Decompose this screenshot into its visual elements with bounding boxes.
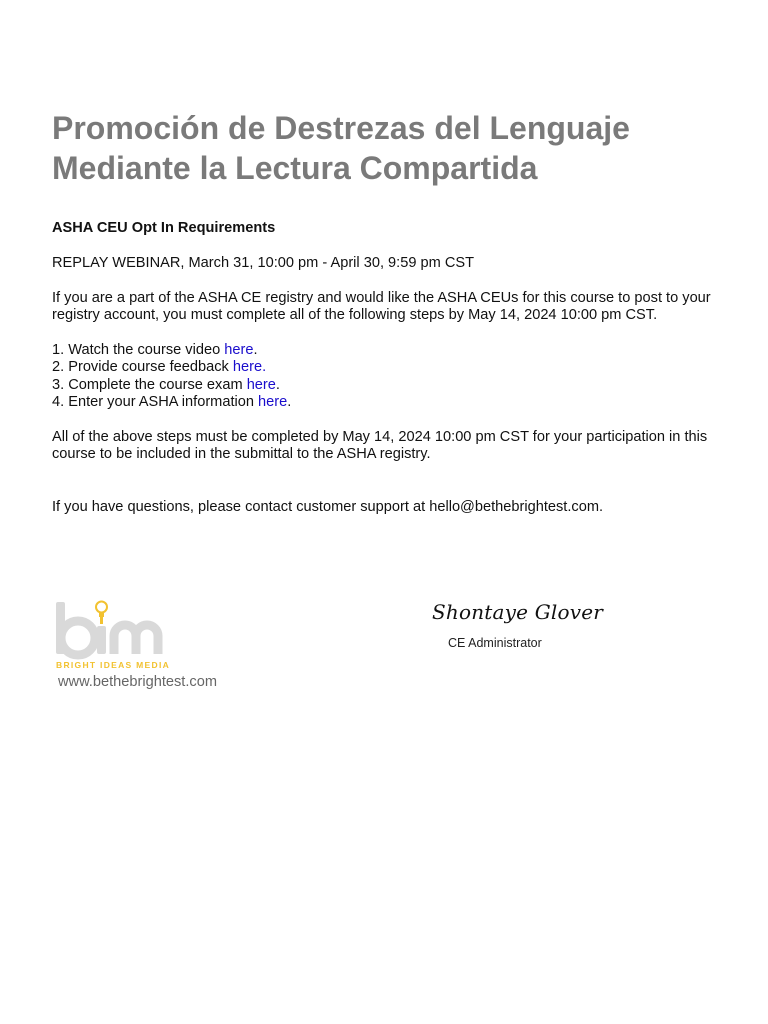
bim-lightbulb-icon	[54, 598, 184, 674]
title-line-1: Promoción de Destrezas del Lenguaje	[52, 110, 630, 146]
steps-list	[52, 342, 722, 412]
asha-info-link[interactable]: here	[258, 394, 288, 411]
webinar-line: REPLAY WEBINAR, March 31, 10:00 pm - April 30, 9:59 pm CST	[52, 254, 475, 271]
feedback-link[interactable]: here.	[232, 359, 267, 376]
list-item: 1. Watch the course video here.	[52, 341, 258, 358]
watch-video-link[interactable]: here	[224, 341, 254, 358]
bim-logo	[54, 598, 184, 674]
section-heading: ASHA CEU Opt In Requirements	[52, 220, 276, 236]
list-item: 2. Provide course feedback here.	[52, 359, 267, 376]
list-item: 4. Enter your ASHA information here.	[52, 394, 292, 411]
website-link[interactable]: www.bethebrightest.com	[58, 674, 217, 690]
exam-link[interactable]: here	[246, 376, 276, 393]
document-body	[52, 220, 722, 516]
signature: Shontaye Glover	[432, 600, 604, 624]
document-title	[52, 108, 732, 188]
completion-paragraph: All of the above steps must be completed by May 14, 2024 10:00 pm CST for your participation in this course to be included in the submittal to the ASHA registry.	[52, 428, 708, 463]
intro-paragraph: If you are a part of the ASHA CE registry and would like the ASHA CEUs for this course to post to your registry account, you must complete all of the following steps by May 14, 2024 10:00 pm CST.	[52, 289, 711, 323]
logo-text: BRIGHT IDEAS MEDIA	[56, 660, 171, 670]
signature-title: CE Administrator	[448, 636, 542, 650]
contact-paragraph: If you have questions, please contact customer support at hello@bethebrightest.com.	[52, 498, 604, 515]
list-item: 3. Complete the course exam here.	[52, 376, 280, 393]
title-line-2: Mediante la Lectura Compartida	[52, 150, 538, 186]
